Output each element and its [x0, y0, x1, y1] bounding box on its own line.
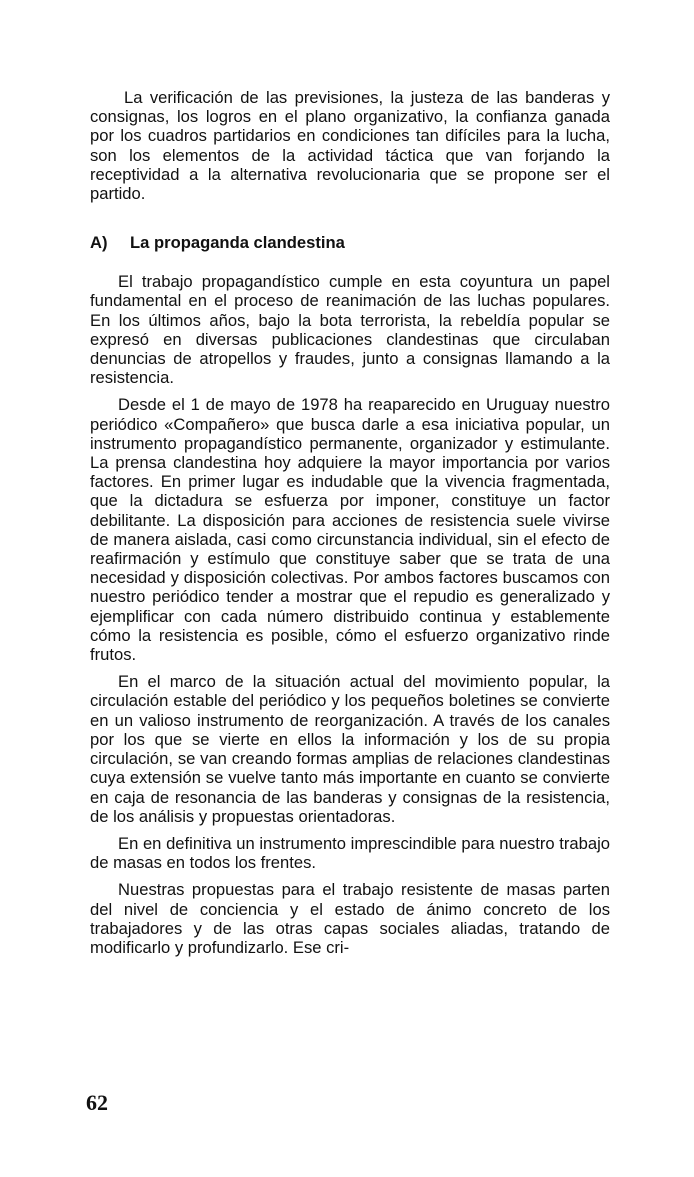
section-title: La propaganda clandestina — [130, 233, 345, 253]
body-paragraph: En en definitiva un instrumento imprescindible para nuestro trabajo de masas en todos los frentes. — [90, 833, 610, 873]
body-paragraph: El trabajo propagandístico cumple en esta coyuntura un papel fundamental en el proceso de reanimación de las luchas populares. En los últimos años, bajo la bota terrorista, la rebeldía popular se expresó en diversas publicaciones clandestinas que circulaban denuncias de atropellos y fraudes, junto a consignas llamando a la resistencia. — [90, 272, 610, 388]
body-paragraph: Nuestras propuestas para el trabajo resistente de masas parten del nivel de conciencia y el estado de ánimo concreto de los trabajadores y de las otras capas sociales aliadas, tratando de modificarlo y profundizarlo. Ese cri- — [90, 880, 610, 957]
intro-paragraph: La verificación de las previsiones, la justeza de las banderas y consignas, los logros en el plano organizativo, la confianza ganada por los cuadros partidarios en condiciones tan difíciles para la lucha, son los elementos de la actividad táctica que van forjando la receptividad a la alternativa revolucionaria que se propone ser el partido. — [90, 88, 610, 204]
section-letter: A) — [90, 233, 108, 253]
page-body — [90, 88, 610, 957]
body-paragraph: En el marco de la situación actual del movimiento popular, la circulación estable del periódico y los pequeños boletines se convierte en un valioso instrumento de reorganización. A través de los canales por los que se vierte en ellos la información y los de su propia circulación, se van creando formas amplias de relaciones clandestinas cuya extensión se vuelve tanto más importante en cuanto se convierte en caja de resonancia de las banderas y consignas de la resistencia, de los análisis y propuestas orientadoras. — [90, 672, 610, 826]
body-paragraph: Desde el 1 de mayo de 1978 ha reaparecido en Uruguay nuestro periódico «Compañero» que busca darle a esa iniciativa popular, un instrumento propagandístico permanente, organizador y estimulante. La prensa clandestina hoy adquiere la mayor importancia por varios factores. En primer lugar es indudable que la vivencia fragmentada, que la dictadura se esfuerza por imponer, constituye un factor debilitante. La disposición para acciones de resistencia suele vivirse de manera aislada, casi como circunstancia individual, sin el efecto de reafirmación y estímulo que constituye saber que se trata de una necesidad y disposición colectivas. Por ambos factores buscamos con nuestro periódico tender a mostrar que el repudio es generalizado y ejemplificar con cada número distribuido continua y establemente cómo la resistencia es posible, cómo el esfuerzo organizativo rinde frutos. — [90, 395, 610, 665]
page-number: 62 — [86, 1090, 108, 1115]
section-heading — [90, 233, 610, 252]
